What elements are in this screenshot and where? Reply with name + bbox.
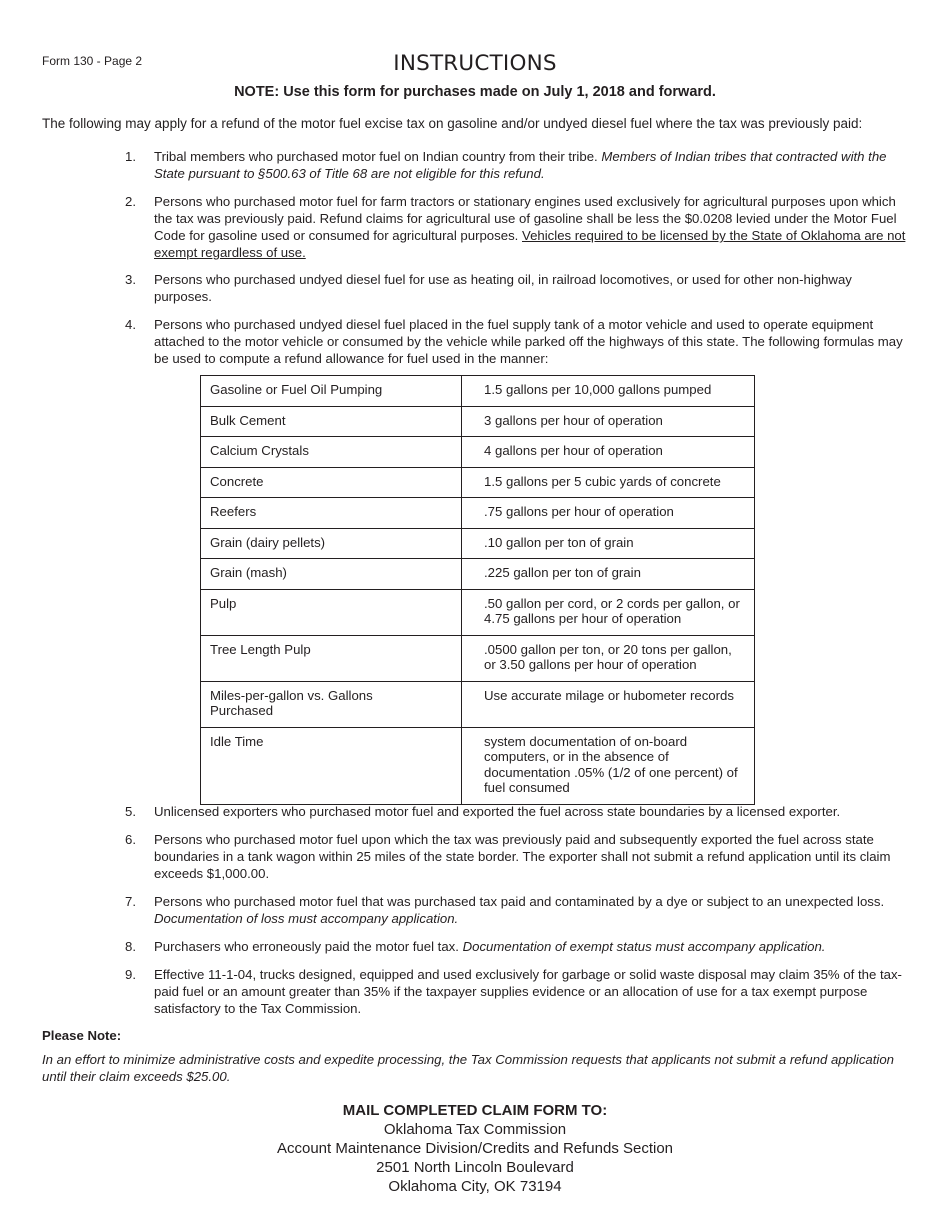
mailing-address-block bbox=[0, 1101, 950, 1196]
allowance-cell: .50 gallon per cord, or 2 cords per gallon, or 4.75 gallons per hour of operation bbox=[462, 589, 755, 635]
table-row bbox=[201, 437, 755, 468]
table-row bbox=[201, 727, 755, 804]
use-cell: Tree Length Pulp bbox=[201, 635, 462, 681]
list-item-3 bbox=[125, 271, 911, 305]
item-text: Persons who purchased undyed diesel fuel for use as heating oil, in railroad locomotives, or used for other non-highway purposes. bbox=[154, 272, 852, 304]
use-cell: Gasoline or Fuel Oil Pumping bbox=[201, 376, 462, 407]
item-text: Persons who purchased motor fuel for farm tractors or stationary engines used exclusively for agricultural purposes upon which the tax was previously paid. Refund claims for agricultural use of gasoline shall be less the $0.0208 levied under the Motor Fuel Code for gasoline used or consumed for agricultural purposes. bbox=[154, 194, 897, 243]
use-cell: Grain (dairy pellets) bbox=[201, 528, 462, 559]
item-underlined-text: Vehicles required to be licensed by the State of Oklahoma are not exempt regardless of use. bbox=[154, 228, 906, 260]
item-text: Persons who purchased motor fuel that was purchased tax paid and contaminated by a dye or subject to an unexpected loss. bbox=[154, 894, 885, 909]
allowance-cell: 3 gallons per hour of operation bbox=[462, 406, 755, 437]
item-number: 6. bbox=[125, 832, 136, 847]
item-number: 8. bbox=[125, 939, 136, 954]
item-text: Unlicensed exporters who purchased motor fuel and exported the fuel across state boundaries by a licensed exporter. bbox=[154, 804, 841, 819]
allowance-cell: .10 gallon per ton of grain bbox=[462, 528, 755, 559]
please-note-heading: Please Note: bbox=[42, 1028, 122, 1043]
item-text: Persons who purchased undyed diesel fuel placed in the fuel supply tank of a motor vehicle and used to operate equipment attached to the motor vehicle or consumed by the vehicle while parked off the highways of this state. The following formulas may be used to compute a refund allowance for fuel used in the manner: bbox=[154, 317, 903, 366]
item-number: 2. bbox=[125, 194, 136, 209]
table-row bbox=[201, 376, 755, 407]
table-row bbox=[201, 559, 755, 590]
intro-text: The following may apply for a refund of the motor fuel excise tax on gasoline and/or undyed diesel fuel where the tax was previously paid: bbox=[42, 116, 863, 131]
use-cell: Concrete bbox=[201, 467, 462, 498]
use-cell: Miles-per-gallon vs. Gallons Purchased bbox=[201, 681, 462, 727]
allowance-cell: .75 gallons per hour of operation bbox=[462, 498, 755, 529]
item-number: 1. bbox=[125, 149, 136, 164]
allowance-cell: .0500 gallon per ton, or 20 tons per gallon, or 3.50 gallons per hour of operation bbox=[462, 635, 755, 681]
allowance-cell: 1.5 gallons per 10,000 gallons pumped bbox=[462, 376, 755, 407]
list-item-7 bbox=[125, 893, 911, 927]
item-italic-text: Documentation of loss must accompany application. bbox=[154, 911, 459, 926]
item-italic-text: Documentation of exempt status must accompany application. bbox=[462, 939, 826, 954]
use-cell: Grain (mash) bbox=[201, 559, 462, 590]
allowance-cell: Use accurate milage or hubometer records bbox=[462, 681, 755, 727]
effective-date-note: NOTE: Use this form for purchases made on July 1, 2018 and forward. bbox=[234, 84, 716, 100]
mail-address-line-1: Oklahoma Tax Commission bbox=[383, 1121, 567, 1138]
list-item-2 bbox=[125, 193, 911, 261]
mail-address-line-2: Account Maintenance Division/Credits and Refunds Section bbox=[276, 1140, 674, 1157]
item-text: Tribal members who purchased motor fuel on Indian country from their tribe. bbox=[154, 149, 602, 164]
mail-address-line-3: 2501 North Lincoln Boulevard bbox=[376, 1159, 574, 1176]
list-item-5 bbox=[125, 803, 911, 820]
use-cell: Idle Time bbox=[201, 727, 462, 804]
item-text: Persons who purchased motor fuel upon which the tax was previously paid and subsequently exported the fuel across state boundaries in a tank wagon within 25 miles of the state border. The exporter shall not submit a refund application until its claim exceeds $1,000.00. bbox=[154, 832, 891, 881]
table-row bbox=[201, 528, 755, 559]
refund-allowance-table bbox=[200, 375, 755, 805]
use-cell: Pulp bbox=[201, 589, 462, 635]
table-row bbox=[201, 635, 755, 681]
item-number: 7. bbox=[125, 894, 136, 909]
item-number: 5. bbox=[125, 804, 136, 819]
list-item-1 bbox=[125, 148, 911, 182]
allowance-cell: 1.5 gallons per 5 cubic yards of concrete bbox=[462, 467, 755, 498]
item-text: Effective 11-1-04, trucks designed, equipped and used exclusively for garbage or solid waste disposal may claim 35% of the tax-paid fuel or an amount greater than 35% if the taxpayer supplies evidence or an allocation of use for a tax exempt purpose satisfactory to the Tax Commission. bbox=[154, 967, 902, 1016]
table-row bbox=[201, 681, 755, 727]
page-label: Form 130 - Page 2 bbox=[42, 54, 143, 68]
allowance-cell: system documentation of on-board computers, or in the absence of documentation .05% (1/2 of one percent) of fuel consumed bbox=[462, 727, 755, 804]
allowance-cell: 4 gallons per hour of operation bbox=[462, 437, 755, 468]
table-row bbox=[201, 498, 755, 529]
use-cell: Bulk Cement bbox=[201, 406, 462, 437]
item-number: 9. bbox=[125, 967, 136, 982]
table-row bbox=[201, 467, 755, 498]
item-text: Purchasers who erroneously paid the motor fuel tax. bbox=[154, 939, 463, 954]
use-cell: Calcium Crystals bbox=[201, 437, 462, 468]
list-item-8 bbox=[125, 938, 911, 955]
item-number: 3. bbox=[125, 272, 136, 287]
item-number: 4. bbox=[125, 317, 136, 332]
list-item-9 bbox=[125, 966, 911, 1017]
please-note-text: In an effort to minimize administrative costs and expedite processing, the Tax Commission requests that applicants not submit a refund application until their claim exceeds $25.00. bbox=[42, 1052, 895, 1084]
allowance-cell: .225 gallon per ton of grain bbox=[462, 559, 755, 590]
list-item-4 bbox=[125, 316, 911, 367]
list-item-6 bbox=[125, 831, 911, 882]
table-row bbox=[201, 589, 755, 635]
item-italic-text: Members of Indian tribes that contracted with the State pursuant to §500.63 of Title 68 are not eligible for this refund. bbox=[154, 149, 887, 181]
use-cell: Reefers bbox=[201, 498, 462, 529]
mail-heading: MAIL COMPLETED CLAIM FORM TO: bbox=[342, 1102, 608, 1119]
mail-address-line-4: Oklahoma City, OK 73194 bbox=[388, 1178, 562, 1195]
table-row bbox=[201, 406, 755, 437]
page-title: INSTRUCTIONS bbox=[393, 51, 557, 76]
